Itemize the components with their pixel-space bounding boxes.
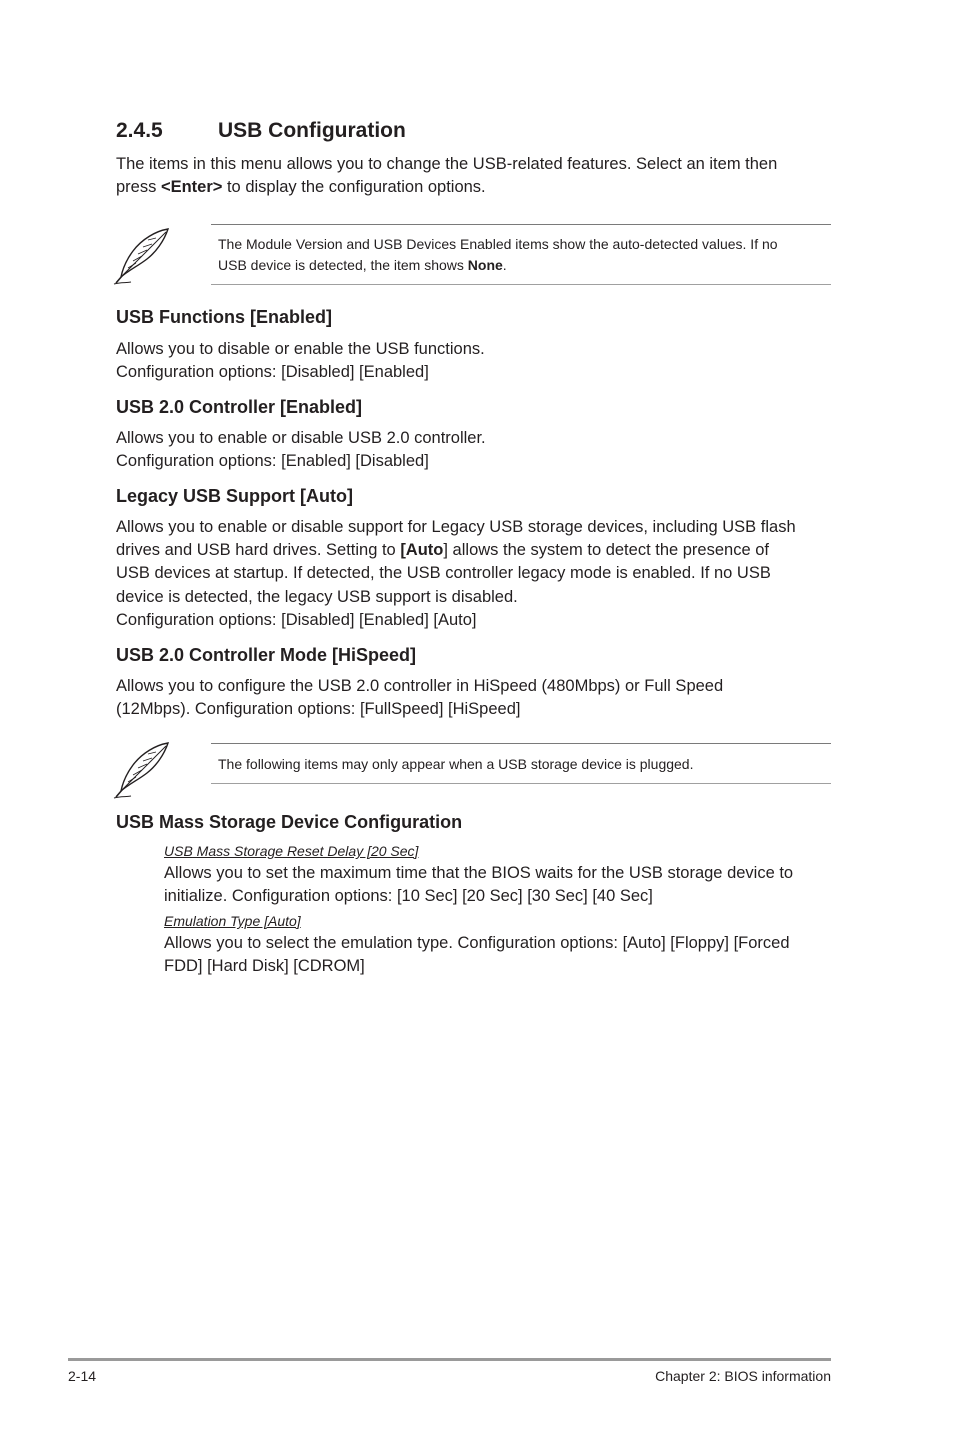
- usb20-controller-line-1: Allows you to enable or disable USB 2.0 controller.: [116, 429, 486, 447]
- intro-text-end: to display the configuration options.: [222, 178, 486, 197]
- reset-delay-item-title: USB Mass Storage Reset Delay [20 Sec]: [164, 843, 419, 859]
- auto-value-label: [Auto: [400, 541, 444, 560]
- legacy-usb-text-end: ] allows the system to detect the presence of: [443, 541, 769, 560]
- mass-storage-heading: USB Mass Storage Device Configuration: [116, 812, 463, 832]
- note-text-start: USB device is detected, the item shows: [218, 257, 468, 273]
- usb20-mode-options: (12Mbps). Configuration options: [FullSpeed] [HiSpeed]: [116, 700, 521, 719]
- note-bottom-rule: [211, 284, 831, 285]
- intro-line-2: [116, 176, 832, 199]
- emulation-type-line-1: Allows you to select the emulation type. Configuration options: [Auto] [Floppy] [Forced: [164, 934, 790, 952]
- legacy-usb-line-3: USB devices at startup. If detected, the USB controller legacy mode is enabled. If no USB: [116, 564, 771, 583]
- note-top-rule: [211, 743, 831, 744]
- reset-delay-options: initialize. Configuration options: [10 Sec] [20 Sec] [30 Sec] [40 Sec]: [164, 887, 653, 906]
- note-bottom-rule: [211, 783, 831, 784]
- none-value-label: None: [467, 257, 503, 273]
- note-top-rule: [211, 224, 831, 225]
- legacy-usb-line-1: Allows you to enable or disable support for Legacy USB storage devices, including USB flash: [116, 518, 796, 536]
- usb20-mode-heading: USB 2.0 Controller Mode [HiSpeed]: [116, 645, 417, 665]
- legacy-usb-text: drives and USB hard drives. Setting to: [116, 541, 401, 560]
- reset-delay-description: [164, 862, 834, 908]
- section-heading-text: USB Configuration: [218, 119, 406, 142]
- feather-pen-icon: [112, 226, 174, 286]
- legacy-usb-line-4: device is detected, the legacy USB support is disabled.: [116, 587, 518, 606]
- intro-line-1: The items in this menu allows you to change the USB-related features. Select an item then: [116, 155, 778, 173]
- intro-paragraph: [116, 153, 832, 199]
- emulation-type-item-title: Emulation Type [Auto]: [164, 913, 301, 929]
- section-number: 2.4.5: [116, 119, 163, 142]
- note-line-2: [218, 255, 830, 276]
- section-title: [116, 119, 406, 143]
- usb20-controller-description: [116, 427, 832, 473]
- usb-functions-options: Configuration options: [Disabled] [Enabled]: [116, 363, 429, 382]
- note-text-end: .: [502, 257, 507, 273]
- note-line-1: The Module Version and USB Devices Enabled items show the auto-detected values. If no: [218, 236, 778, 252]
- usb20-mode-description: [116, 675, 832, 721]
- usb20-controller-heading: USB 2.0 Controller [Enabled]: [116, 397, 363, 417]
- legacy-usb-line-2: [116, 539, 832, 562]
- legacy-usb-options: Configuration options: [Disabled] [Enabled] [Auto]: [116, 610, 477, 629]
- usb-functions-heading: USB Functions [Enabled]: [116, 307, 332, 327]
- emulation-type-description: [164, 932, 834, 978]
- intro-text: press: [116, 178, 161, 197]
- chapter-label: Chapter 2: BIOS information: [655, 1368, 831, 1384]
- reset-delay-line-1: Allows you to set the maximum time that the BIOS waits for the USB storage device to: [164, 864, 794, 882]
- note-line-1: The following items may only appear when a USB storage device is plugged.: [218, 756, 694, 772]
- usb-functions-description: [116, 338, 832, 384]
- legacy-usb-heading: Legacy USB Support [Auto]: [116, 486, 353, 506]
- page-number: 2-14: [68, 1368, 97, 1384]
- note-text: [218, 234, 830, 276]
- legacy-usb-description: [116, 516, 832, 632]
- usb20-mode-line-1: Allows you to configure the USB 2.0 controller in HiSpeed (480Mbps) or Full Speed: [116, 677, 724, 695]
- usb20-controller-options: Configuration options: [Enabled] [Disabled]: [116, 452, 429, 471]
- emulation-type-line-2: FDD] [Hard Disk] [CDROM]: [164, 957, 365, 976]
- enter-key-label: <Enter>: [160, 178, 223, 197]
- footer-rule: [68, 1358, 831, 1361]
- usb-functions-line-1: Allows you to disable or enable the USB functions.: [116, 340, 485, 358]
- note-text: [218, 754, 830, 775]
- feather-pen-icon: [112, 740, 174, 800]
